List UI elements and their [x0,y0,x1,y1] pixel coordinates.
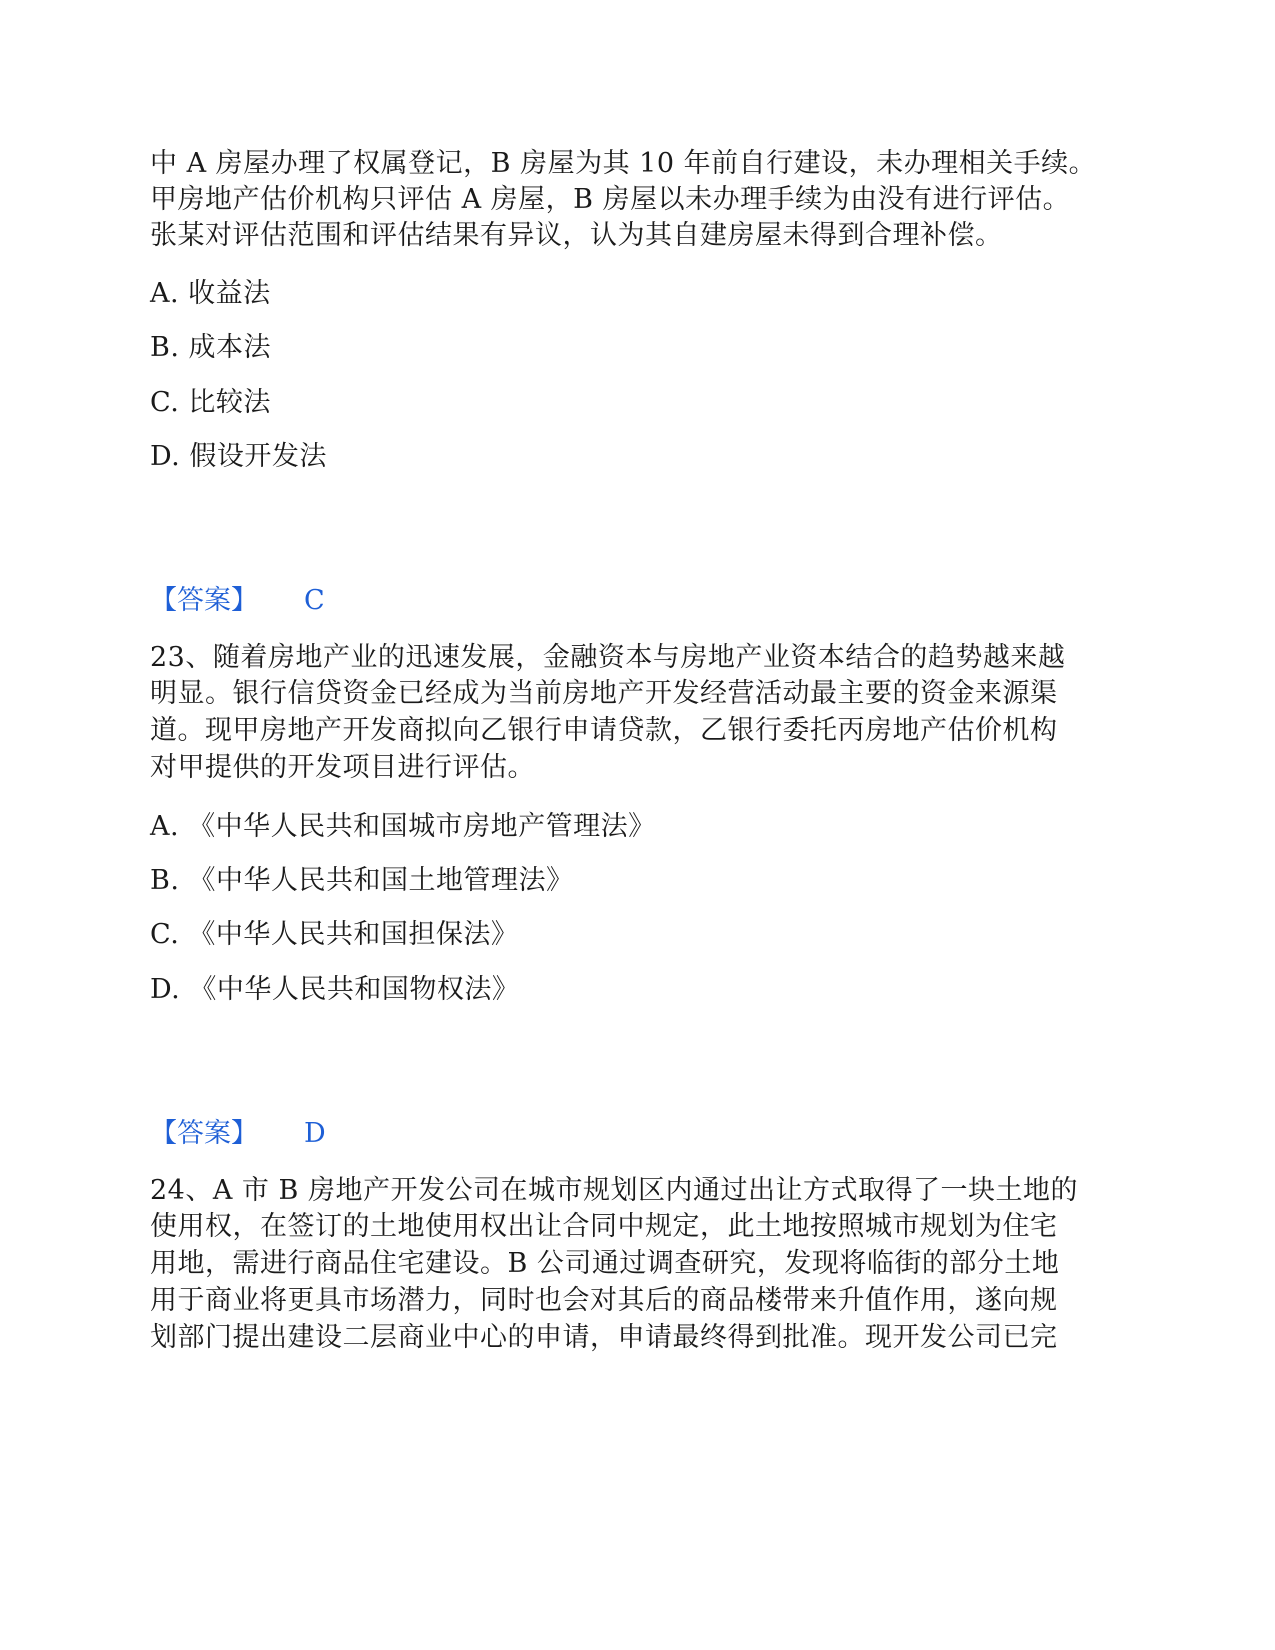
answer-value: D [304,1118,326,1149]
question-22-option-a: A. 收益法 [150,278,271,309]
question-23-answer [150,1117,326,1151]
question-24-text-line-1: 24、A 市 B 房地产开发公司在城市规划区内通过出让方式取得了一块土地的 [150,1175,1078,1206]
question-23-option-a: A. 《中华人民共和国城市房地产管理法》 [150,811,656,842]
question-22-option-b: B. 成本法 [150,332,272,363]
question-23-option-d: D. 《中华人民共和国物权法》 [150,974,520,1005]
question-22-option-d: D. 假设开发法 [150,441,327,472]
question-23-text-line-1: 23、随着房地产业的迅速发展，金融资本与房地产业资本结合的趋势越来越 [150,642,1066,673]
question-24-text-line-4: 用于商业将更具市场潜力，同时也会对其后的商品楼带来升值作用，遂向规 [150,1285,1058,1316]
question-23-option-c: C. 《中华人民共和国担保法》 [150,919,519,950]
answer-label: 【答案】 [150,1118,258,1149]
question-23-option-b: B. 《中华人民共和国土地管理法》 [150,865,574,896]
answer-value: C [304,585,325,616]
question-24-text-line-5: 划部门提出建设二层商业中心的申请，申请最终得到批准。现开发公司已完 [150,1322,1058,1353]
question-24-text-line-3: 用地，需进行商品住宅建设。B 公司通过调查研究，发现将临街的部分土地 [150,1248,1060,1279]
question-22-text-line-1: 中 A 房屋办理了权属登记，B 房屋为其 10 年前自行建设，未办理相关手续。 [150,148,1097,179]
question-22-answer [150,584,325,618]
question-23-text-line-3: 道。现甲房地产开发商拟向乙银行申请贷款，乙银行委托丙房地产估价机构 [150,715,1058,746]
answer-label: 【答案】 [150,585,258,616]
question-22-text-line-3: 张某对评估范围和评估结果有异议，认为其自建房屋未得到合理补偿。 [150,220,1003,251]
question-23-text-line-4: 对甲提供的开发项目进行评估。 [150,752,535,783]
question-24-text-line-2: 使用权，在签订的土地使用权出让合同中规定，此土地按照城市规划为住宅 [150,1211,1058,1242]
question-22-text-line-2: 甲房地产估价机构只评估 A 房屋，B 房屋以未办理手续为由没有进行评估。 [150,184,1071,215]
question-22-option-c: C. 比较法 [150,387,271,418]
question-23-text-line-2: 明显。银行信贷资金已经成为当前房地产开发经营活动最主要的资金来源渠 [150,678,1058,709]
